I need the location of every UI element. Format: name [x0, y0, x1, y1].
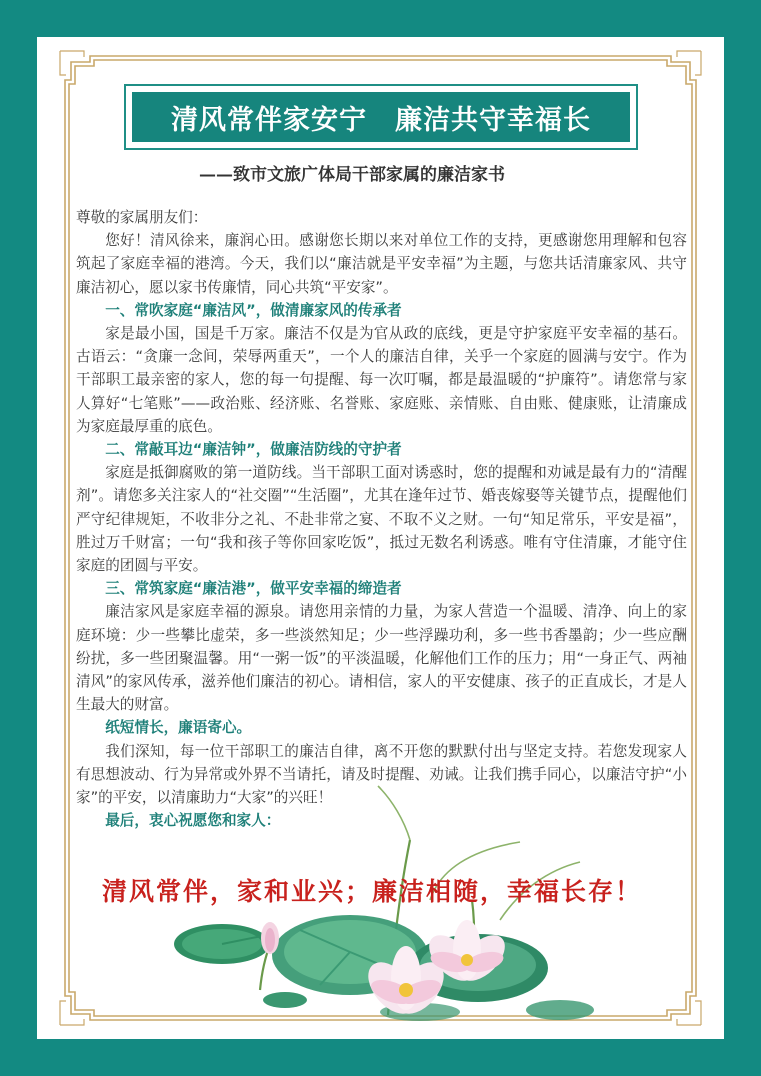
- closing-heading: 纸短情长，廉语寄心。: [105, 719, 252, 737]
- section-paragraph: 家庭是抵御腐败的第一道防线。当干部职工面对诱惑时，您的提醒和劝诫是最有力的“清醒剂”。请您多关注家人的“社交圈”“生活圈”，尤其在逢年过节、婚丧嫁娶等关键节点，提醒他们严守纪律规矩，不收非分之礼、不赴非常之宴、不取不义之财。一句“知足常乐，平安是福”，胜过万千财富；一句“我和孩子等你回家吃饭”，抵过无数名利诱惑。唯有守住清廉，才能守住家庭的团圆与平安。: [76, 464, 687, 575]
- page-subtitle: ——致市文旅广体局干部家属的廉洁家书: [199, 165, 505, 185]
- section-paragraph: 廉洁家风是家庭幸福的源泉。请您用亲情的力量，为家人营造一个温暖、清净、向上的家庭环境：少一些攀比虚荣，多一些淡然知足；少一些浮躁功利，多一些书香墨韵；少一些应酬纷扰，多一些团聚温馨。用“一粥一饭”的平淡温暖，化解他们工作的压力；用“一身正气、两袖清风”的家风传承，滋养他们廉洁的初心。请相信，家人的平安健康、孩子的正直成长，才是人生最大的财富。: [76, 603, 687, 714]
- intro-paragraph: 您好！清风徐来，廉润心田。感谢您长期以来对单位工作的支持，更感谢您用理解和包容筑起了家庭幸福的港湾。今天，我们以“廉洁就是平安幸福”为主题，与您共话清廉家风、共守廉洁初心，愿以家书传廉情，同心共筑“平安家”。: [76, 232, 687, 296]
- greeting: 尊敬的家属朋友们：: [76, 209, 208, 226]
- lily-pad-icon: [174, 924, 270, 964]
- section-paragraph: 家是最小国，国是千万家。廉洁不仅是为官从政的底线，更是守护家庭平安幸福的基石。古语云：“贪廉一念间，荣辱两重天”，一个人的廉洁自律，关乎一个家庭的圆满与安宁。作为干部职工最亲密的家人，您的每一句提醒、每一次叮嘱，都是最温暖的“护廉符”。请您常与家人算好“七笔账”——政治账、经济账、名誉账、家庭账、亲情账、自由账、健康账，让清廉成为家庭最厚重的底色。: [76, 325, 687, 435]
- section-heading: 二、常敲耳边“廉洁钟”，做廉洁防线的守护者: [105, 441, 402, 459]
- section-heading: 一、常吹家庭“廉洁风”，做清廉家风的传承者: [105, 301, 402, 319]
- wish-heading: 最后，衷心祝愿您和家人：: [105, 812, 281, 830]
- closing-paragraph: 我们深知，每一位干部职工的廉洁自律，离不开您的默默付出与坚定支持。若您发现家人有思想波动、行为异常或外界不当请托，请及时提醒、劝诫。让我们携手同心，以廉洁守护“小家”的平安，以清廉助力“大家”的兴旺！: [76, 742, 687, 807]
- section-heading: 三、常筑家庭“廉洁港”，做平安幸福的缔造者: [105, 580, 402, 598]
- closing-slogan: 清风常伴，家和业兴；廉洁相随，幸福长存！: [102, 877, 643, 906]
- page-title: 清风常伴家安宁 廉洁共守幸福长: [132, 92, 630, 142]
